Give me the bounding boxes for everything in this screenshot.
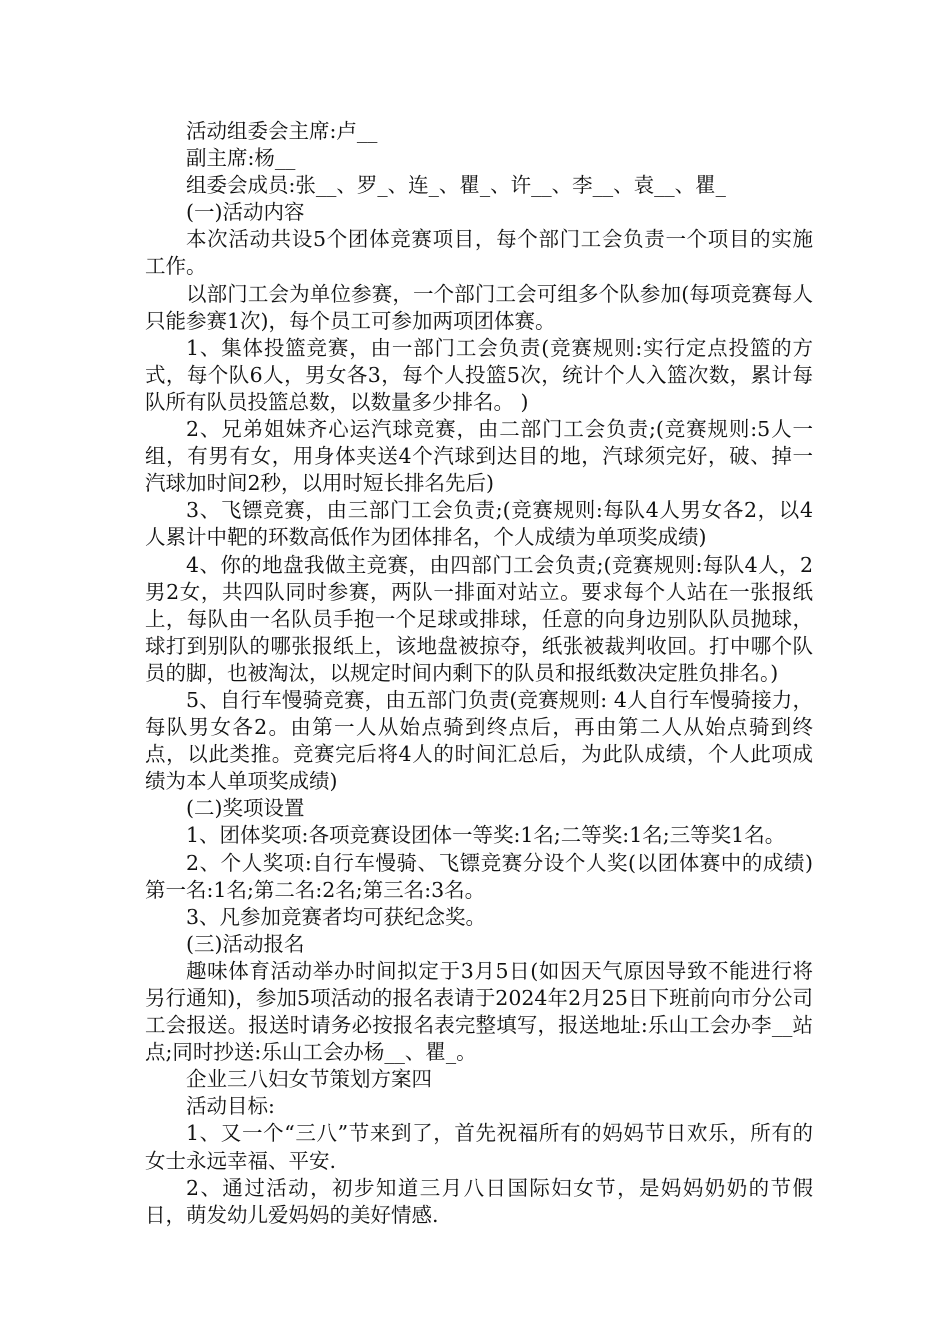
section-heading-plan-four: 企业三八妇女节策划方案四 bbox=[186, 1067, 432, 1092]
paragraph-activity-overview: 本次活动共设5个团体竞赛项目，每个部门工会负责一个项目的实施工作。 bbox=[145, 227, 813, 279]
paragraph-vice-chair: 副主席:杨__ bbox=[186, 146, 296, 171]
paragraph-event-balloon: 2、兄弟姐妹齐心运汽球竞赛，由二部门工会负责;(竞赛规则:5人一组，有男有女，用身体夹送4个汽球到达目的地，汽球须完好，破、掉一汽球加时间2秒，以用时短长排名先后) bbox=[145, 417, 813, 496]
paragraph-goal-one: 1、又一个“三八”节来到了，首先祝福所有的妈妈节日欢乐，所有的女士永远幸福、平安. bbox=[145, 1121, 813, 1173]
paragraph-individual-awards: 2、个人奖项:自行车慢骑、飞镖竞赛分设个人奖(以团体赛中的成绩)第一名:1名;第二名:2名;第三名:3名。 bbox=[145, 850, 813, 902]
paragraph-committee-chair: 活动组委会主席:卢__ bbox=[186, 119, 378, 143]
paragraph-event-bicycle: 5、自行车慢骑竞赛，由五部门负责(竞赛规则: 4人自行车慢骑接力，每队男女各2。由第一人从始点骑到终点后，再由第二人从始点骑到终点，以此类推。竞赛完后将4人的时间汇总后，为此队成绩，个人此项成绩为本人单项奖成绩) bbox=[145, 687, 813, 794]
section-heading-activity-content: (一)活动内容 bbox=[186, 200, 305, 225]
document-body bbox=[145, 118, 813, 1229]
paragraph-goal-two: 2、通过活动，初步知道三月八日国际妇女节，是妈妈奶奶的节假日，萌发幼儿爱妈妈的美好情感. bbox=[145, 1175, 813, 1227]
paragraph-souvenir-awards: 3、凡参加竞赛者均可获纪念奖。 bbox=[186, 904, 487, 929]
paragraph-registration-details: 趣味体育活动举办时间拟定于3月5日(如因天气原因导致不能进行将另行通知)，参加5项活动的报名表请于2024年2月25日下班前向市分公司工会报送。报送时请务必按报名表完整填写，报送地址:乐山工会办李__站点;同时抄送:乐山工会办杨__、瞿_。 bbox=[145, 958, 813, 1065]
paragraph-event-darts: 3、飞镖竞赛，由三部门工会负责;(竞赛规则:每队4人男女各2，以4人累计中靶的环数高低作为团体排名，个人成绩为单项奖成绩) bbox=[145, 498, 813, 550]
paragraph-participation-rules: 以部门工会为单位参赛，一个部门工会可组多个队参加(每项竞赛每人只能参赛1次)，每个员工可参加两项团体赛。 bbox=[145, 281, 813, 333]
paragraph-team-awards: 1、团体奖项:各项竞赛设团体一等奖:1名;二等奖:1名;三等奖1名。 bbox=[186, 823, 786, 848]
paragraph-committee-members: 组委会成员:张__、罗_、连_、瞿_、许__、李__、袁__、瞿_ bbox=[186, 173, 726, 198]
paragraph-event-basketball: 1、集体投篮竞赛，由一部门工会负责(竞赛规则:实行定点投篮的方式，每个队6人，男女各3，每个人投篮5次，统计个人入篮次数，累计每队所有队员投篮总数，以数量多少排名。 ) bbox=[145, 335, 813, 414]
section-heading-awards: (二)奖项设置 bbox=[186, 796, 305, 821]
paragraph-activity-goals-label: 活动目标: bbox=[186, 1094, 275, 1119]
paragraph-event-territory: 4、你的地盘我做主竞赛，由四部门工会负责;(竞赛规则:每队4人，2男2女，共四队同时参赛，两队一排面对站立。要求每个人站在一张报纸上，每队由一名队员手抱一个足球或排球，任意的向身边别队队员抛球，球打到别队的哪张报纸上，该地盘被掠夺，纸张被裁判收回。打中哪个队员的脚，也被淘汰，以规定时间内剩下的队员和报纸数决定胜负排名。) bbox=[145, 552, 813, 685]
section-heading-registration: (三)活动报名 bbox=[186, 931, 305, 956]
